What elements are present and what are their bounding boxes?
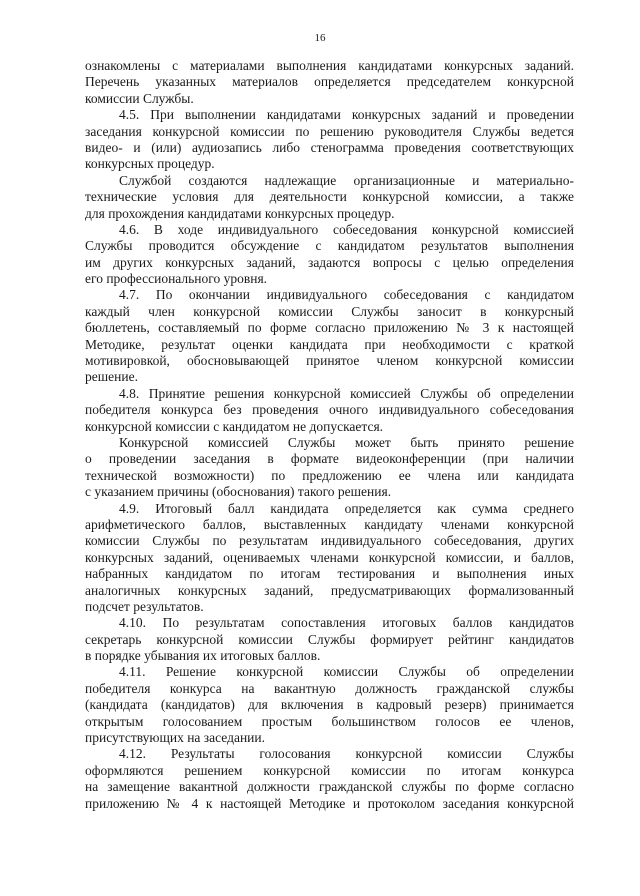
- text-line: для прохождения кандидатами конкурсных процедур.: [85, 205, 395, 221]
- text-line: его профессионального уровня.: [85, 271, 268, 287]
- text-line: технической возможности) по предложению ее члена или кандидата: [85, 467, 574, 483]
- text-line: 4.7. По окончании индивидуального собеседования с кандидатом: [119, 287, 574, 303]
- text-line: видео- и (или) аудиозапись либо стенограмма проведения соответствующих: [85, 139, 574, 155]
- text-line: Службы проводится обсуждение с кандидатом результатов выполнения: [85, 238, 574, 254]
- text-line: 4.10. По результатам сопоставления итоговых баллов кандидатов: [119, 615, 574, 631]
- paragraph-p-4-6: [85, 222, 574, 288]
- page-number: 16: [314, 32, 326, 44]
- text-line: победителя конкурса на вакантную должность гражданской службы: [85, 680, 574, 696]
- paragraph-p-4-7: [85, 287, 574, 385]
- text-line: секретарь конкурсной комиссии Службы формирует рейтинг кандидатов: [85, 631, 574, 647]
- text-line: 4.11. Решение конкурсной комиссии Службы об определении: [119, 664, 574, 680]
- text-line: заседания конкурсной комиссии по решению руководителя Службы ведется: [85, 123, 574, 139]
- text-line: конкурсной комиссии с кандидатом не допускается.: [85, 418, 384, 434]
- text-line: 4.8. Принятие решения конкурсной комиссией Службы об определении: [119, 385, 574, 401]
- text-line: каждый член конкурсной комиссии Службы заносит в конкурсный: [85, 303, 574, 319]
- text-line: конкурсных процедур.: [85, 156, 215, 172]
- paragraph-p-4-9: [85, 501, 574, 616]
- text-line: 4.9. Итоговый балл кандидата определяется как сумма среднего: [119, 500, 574, 516]
- text-line: на замещение вакантной должности гражданской службы по форме согласно: [85, 779, 574, 795]
- text-line: приложению № 4 к настоящей Методике и протоколом заседания конкурсной: [85, 795, 574, 811]
- text-line: им других конкурсных заданий, задаются вопросы с целью определения: [85, 254, 574, 270]
- text-line: решение.: [85, 369, 138, 385]
- text-line: конкурсных заданий, оцениваемых членами конкурсной комиссии, и баллов,: [85, 549, 574, 565]
- text-line: 4.6. В ходе индивидуального собеседования конкурсной комиссией: [119, 221, 574, 237]
- text-line: присутствующих на заседании.: [85, 730, 266, 746]
- text-line: Перечень указанных материалов определяется председателем конкурсной: [85, 74, 574, 90]
- paragraph-p-4-8-b: [85, 435, 574, 501]
- text-line: о проведении заседания в формате видеоконференции (при наличии: [85, 451, 574, 467]
- text-line: Службой создаются надлежащие организационные и материально-: [119, 172, 574, 188]
- text-line: с указанием причины (обоснования) такого решения.: [85, 484, 392, 500]
- paragraph-p-4-11: [85, 664, 574, 746]
- document-body: [85, 58, 574, 812]
- text-line: 4.5. При выполнении кандидатами конкурсных заданий и проведении: [119, 107, 574, 123]
- text-line: комиссии Службы по результатам индивидуального собеседования, других: [85, 533, 574, 549]
- text-line: бюллетень, составляемый по форме согласно приложению № 3 к настоящей: [85, 320, 574, 336]
- text-line: победителя конкурса без проведения очного индивидуального собеседования: [85, 402, 574, 418]
- text-line: аналогичных конкурсных заданий, предусматривающих формализованный: [85, 582, 574, 598]
- text-line: подсчет результатов.: [85, 598, 204, 614]
- paragraph-p-4-12: [85, 746, 574, 812]
- text-line: 4.12. Результаты голосования конкурсной комиссии Службы: [119, 746, 574, 762]
- paragraph-p-4-10: [85, 615, 574, 664]
- text-line: Методике, результат оценки кандидата при необходимости с краткой: [85, 336, 574, 352]
- paragraph-p-4-5: [85, 107, 574, 173]
- paragraph-p-4-8: [85, 386, 574, 435]
- text-line: оформляются решением конкурсной комиссии по итогам конкурса: [85, 762, 574, 778]
- text-line: технические условия для деятельности конкурсной комиссии, а также: [85, 189, 574, 205]
- text-line: арифметического баллов, выставленных кандидату членами конкурсной: [85, 516, 574, 532]
- text-line: комиссии Службы.: [85, 90, 194, 106]
- text-line: (кандидата (кандидатов) для включения в кадровый резерв) принимается: [85, 697, 574, 713]
- text-line: Конкурсной комиссией Службы может быть принято решение: [119, 434, 574, 450]
- text-line: мотивировкой, обосновывающей принятое членом конкурсной комиссии: [85, 353, 574, 369]
- text-line: в порядке убывания их итоговых баллов.: [85, 648, 321, 664]
- paragraph-p-4-5-b: [85, 173, 574, 222]
- text-line: ознакомлены с материалами выполнения кандидатами конкурсных заданий.: [85, 58, 574, 73]
- text-line: открытым голосованием простым большинством голосов ее членов,: [85, 713, 574, 729]
- paragraph-p-continuation: [85, 58, 574, 107]
- text-line: набранных кандидатом по итогам тестирования и выполнения иных: [85, 566, 574, 582]
